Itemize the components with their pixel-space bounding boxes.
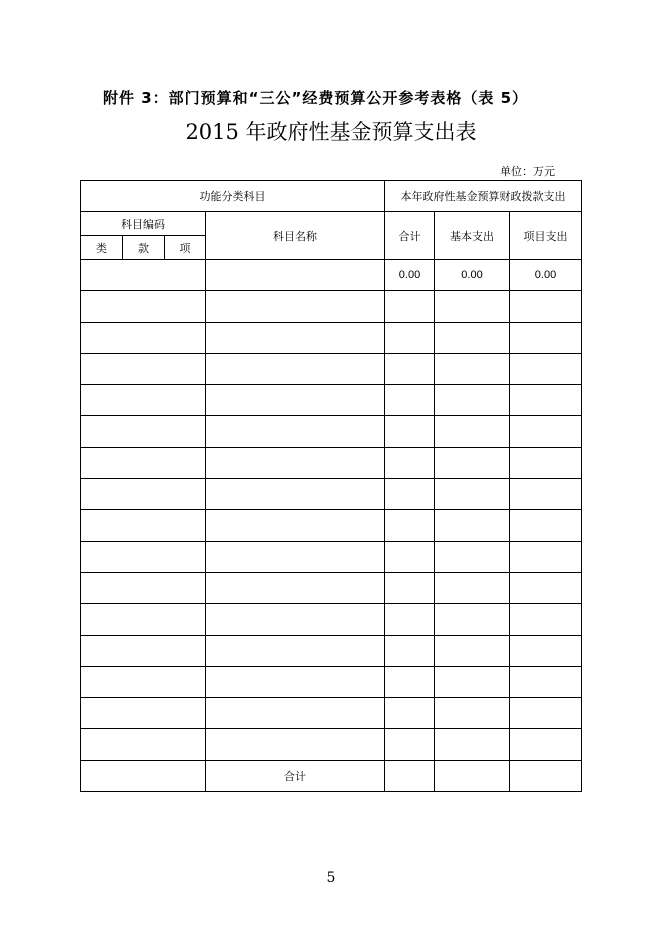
project-value: 0.00 bbox=[510, 260, 582, 291]
table-row bbox=[81, 416, 582, 447]
value-cell bbox=[385, 510, 435, 541]
basic-value: 0.00 bbox=[435, 260, 510, 291]
value-cell bbox=[510, 604, 582, 635]
value-cell bbox=[435, 635, 510, 666]
code-cell bbox=[81, 760, 206, 791]
name-cell bbox=[206, 479, 385, 510]
table-row bbox=[81, 572, 582, 603]
code-cell bbox=[81, 572, 206, 603]
value-cell bbox=[435, 666, 510, 697]
table-row bbox=[81, 510, 582, 541]
code-cell bbox=[81, 260, 206, 291]
value-cell bbox=[435, 447, 510, 478]
name-cell bbox=[206, 385, 385, 416]
value-cell bbox=[385, 291, 435, 322]
table-row bbox=[81, 447, 582, 478]
name-cell bbox=[206, 447, 385, 478]
name-cell bbox=[206, 260, 385, 291]
code-cell bbox=[81, 729, 206, 760]
budget-table bbox=[80, 180, 582, 792]
name-cell bbox=[206, 510, 385, 541]
value-cell bbox=[435, 572, 510, 603]
value-cell bbox=[435, 385, 510, 416]
name-cell bbox=[206, 666, 385, 697]
code-cell bbox=[81, 635, 206, 666]
value-cell bbox=[385, 353, 435, 384]
unit-label: 单位：万元 bbox=[500, 165, 555, 178]
project-col-header: 项目支出 bbox=[510, 212, 582, 260]
value-cell bbox=[510, 447, 582, 478]
value-cell bbox=[385, 322, 435, 353]
code-section-header: 款 bbox=[123, 236, 165, 260]
value-cell bbox=[435, 479, 510, 510]
code-cell bbox=[81, 698, 206, 729]
total-value: 0.00 bbox=[385, 260, 435, 291]
name-cell bbox=[206, 698, 385, 729]
name-header: 科目名称 bbox=[206, 212, 385, 260]
value-cell bbox=[510, 541, 582, 572]
total-col-header: 合计 bbox=[385, 212, 435, 260]
value-cell bbox=[435, 510, 510, 541]
code-cell bbox=[81, 479, 206, 510]
value-cell bbox=[435, 604, 510, 635]
code-class-header: 类 bbox=[81, 236, 123, 260]
value-cell bbox=[385, 416, 435, 447]
page-number: 5 bbox=[326, 870, 336, 886]
value-cell bbox=[385, 479, 435, 510]
value-cell bbox=[385, 698, 435, 729]
code-header: 科目编码 bbox=[81, 212, 206, 236]
table-row bbox=[81, 635, 582, 666]
total-row bbox=[81, 760, 582, 791]
value-cell bbox=[510, 666, 582, 697]
total-label: 合计 bbox=[206, 760, 385, 791]
value-cell bbox=[385, 760, 435, 791]
table-row bbox=[81, 604, 582, 635]
table-row bbox=[81, 385, 582, 416]
value-cell bbox=[385, 604, 435, 635]
value-cell bbox=[435, 698, 510, 729]
value-cell bbox=[510, 729, 582, 760]
table-row bbox=[81, 291, 582, 322]
value-cell bbox=[385, 729, 435, 760]
value-cell bbox=[510, 291, 582, 322]
table-row bbox=[81, 260, 582, 291]
value-cell bbox=[510, 698, 582, 729]
code-cell bbox=[81, 353, 206, 384]
table-row bbox=[81, 666, 582, 697]
code-cell bbox=[81, 541, 206, 572]
table-row bbox=[81, 541, 582, 572]
value-cell bbox=[435, 322, 510, 353]
table-row bbox=[81, 322, 582, 353]
code-cell bbox=[81, 416, 206, 447]
value-cell bbox=[510, 760, 582, 791]
code-cell bbox=[81, 291, 206, 322]
value-cell bbox=[510, 385, 582, 416]
value-cell bbox=[385, 541, 435, 572]
value-cell bbox=[510, 635, 582, 666]
value-cell bbox=[435, 416, 510, 447]
code-item-header: 项 bbox=[165, 236, 206, 260]
value-cell bbox=[435, 353, 510, 384]
basic-col-header: 基本支出 bbox=[435, 212, 510, 260]
table-row bbox=[81, 353, 582, 384]
name-cell bbox=[206, 541, 385, 572]
name-cell bbox=[206, 729, 385, 760]
value-cell bbox=[435, 541, 510, 572]
value-cell bbox=[385, 385, 435, 416]
value-cell bbox=[510, 416, 582, 447]
value-cell bbox=[510, 510, 582, 541]
name-cell bbox=[206, 322, 385, 353]
code-cell bbox=[81, 510, 206, 541]
value-cell bbox=[385, 572, 435, 603]
table-row bbox=[81, 479, 582, 510]
value-cell bbox=[385, 666, 435, 697]
code-cell bbox=[81, 385, 206, 416]
name-cell bbox=[206, 416, 385, 447]
table-row bbox=[81, 729, 582, 760]
name-cell bbox=[206, 353, 385, 384]
value-cell bbox=[510, 572, 582, 603]
code-cell bbox=[81, 447, 206, 478]
value-cell bbox=[510, 322, 582, 353]
annex-heading: 附件 3：部门预算和“三公”经费预算公开参考表格（表 5） bbox=[103, 89, 529, 107]
value-cell bbox=[510, 479, 582, 510]
code-cell bbox=[81, 604, 206, 635]
value-cell bbox=[510, 353, 582, 384]
name-cell bbox=[206, 572, 385, 603]
code-cell bbox=[81, 322, 206, 353]
appropriation-header: 本年政府性基金预算财政拨款支出 bbox=[385, 181, 582, 212]
page-title: 2015 年政府性基金预算支出表 bbox=[185, 120, 477, 144]
table-row bbox=[81, 698, 582, 729]
value-cell bbox=[385, 447, 435, 478]
name-cell bbox=[206, 635, 385, 666]
name-cell bbox=[206, 604, 385, 635]
name-cell bbox=[206, 291, 385, 322]
code-cell bbox=[81, 666, 206, 697]
value-cell bbox=[435, 291, 510, 322]
value-cell bbox=[435, 729, 510, 760]
func-category-header: 功能分类科目 bbox=[81, 181, 385, 212]
value-cell bbox=[435, 760, 510, 791]
value-cell bbox=[385, 635, 435, 666]
